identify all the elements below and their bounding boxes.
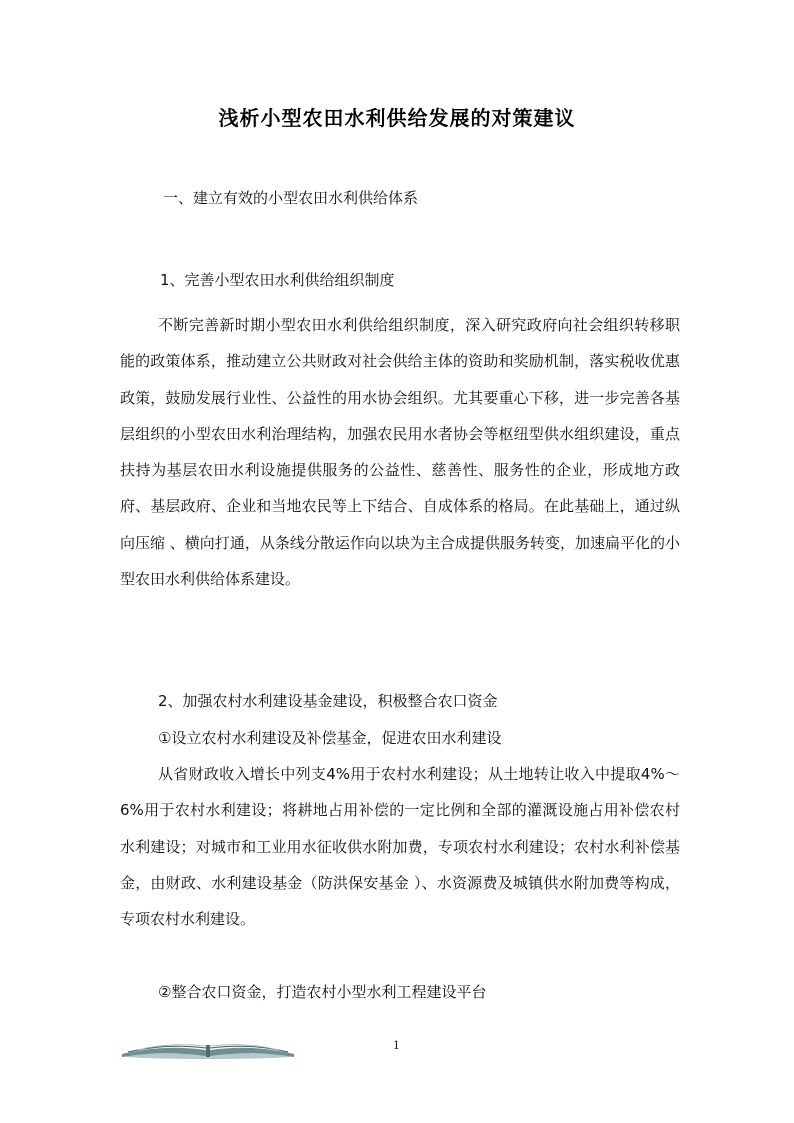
item-heading-2: ②整合农口资金，打造农村小型水利工程建设平台 — [158, 983, 487, 1001]
item-heading-1: ①设立农村水利建设及补偿基金，促进农田水利建设 — [158, 729, 502, 747]
paragraph-2: 从省财政收入增长中列支4%用于农村水利建设；从土地转让收入中提取4%～6%用于农村水利建设；将耕地占用补偿的一定比例和全部的灌溉设施占用补偿农村水利建设；对城市和工业用水征收供水附加费，专项农村水利建设；农村水利补偿基金，由财政、水利建设基金（防洪保安基金 ）、水资源费及城镇供水附加费等构成，专项农村水利建设。 — [120, 765, 680, 929]
document-title: 浅析小型农田水利供给发展的对策建议 — [218, 106, 576, 130]
subsection-heading-1: 1、完善小型农田水利供给组织制度 — [160, 271, 395, 289]
page-number: 1 — [393, 1037, 400, 1052]
subsection-heading-2: 2、加强农村水利建设基金建设，积极整合农口资金 — [158, 692, 498, 710]
section-heading-1: 一、建立有效的小型农田水利供给体系 — [163, 189, 419, 207]
paragraph-1: 不断完善新时期小型农田水利供给组织制度，深入研究政府向社会组织转移职能的政策体系，推动建立公共财政对社会供给主体的资助和奖励机制，落实税收优惠政策，鼓励发展行业性、公益性的用水协会组织。尤其要重心下移，进一步完善各基层组织的小型农田水利治理结构，加强农民用水者协会等枢纽型供水组织建设，重点扶持为基层农田水利设施提供服务的公益性、慈善性、服务性的企业，形成地方政府、基层政府、企业和当地农民等上下结合、自成体系的格局。在此基础上，通过纵向压缩 、横向打通，从条线分散运作向以块为主合成提供服务转变，加速扁平化的小型农田水利供给体系建设。 — [120, 316, 680, 589]
open-book-icon — [118, 1036, 298, 1060]
